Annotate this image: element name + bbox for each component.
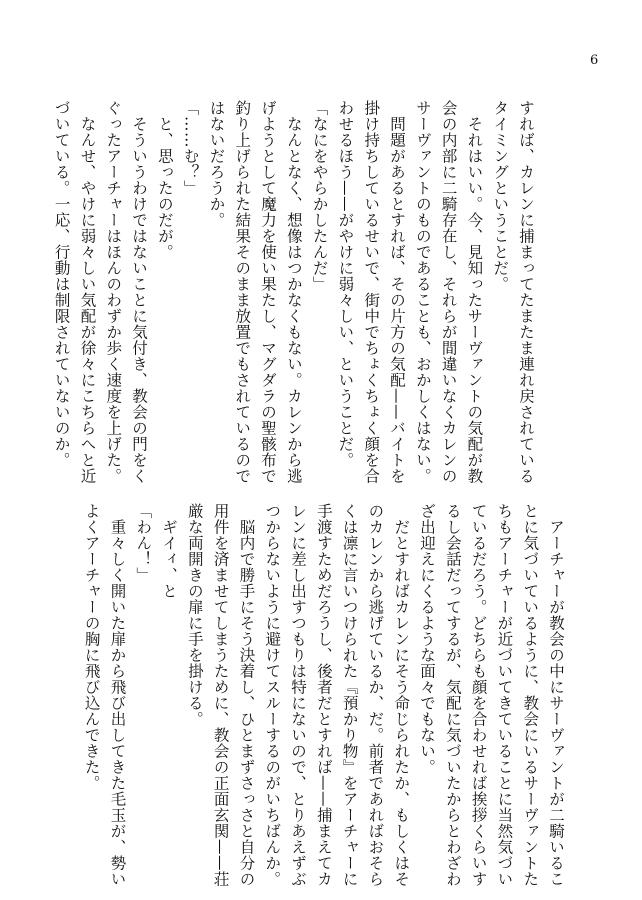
text-line: つからないように避けてスルーするのがいちばんか。	[263, 503, 282, 887]
text-line: ているだろう。どちらも顔を合わせれば挨拶くらいす	[469, 503, 488, 887]
text-line: そういうわけではないことに気付き、教会の門をく	[130, 100, 149, 484]
text-line: サーヴァントのものであることも、おかしくはない。	[413, 100, 432, 484]
text-line: とに気づいているように、教会にいるサーヴァントた	[521, 503, 540, 887]
text-line: ざ出迎えにくるような面々でもない。	[418, 503, 437, 775]
text-line: げようとして魔力を使い果たし、マグダラの聖骸布で	[259, 100, 278, 484]
text-line: と、思ったのだが。	[155, 100, 174, 260]
text-line: くは凛に言いつけられた『預かり物』をアーチャーに	[340, 503, 359, 887]
upper-text-block	[52, 100, 538, 484]
text-line: 脳内で勝手にそう決着し、ひとまずさっさと自分の	[237, 503, 256, 887]
text-line: 釣り上げられた結果そのまま放置でもされているので	[233, 100, 252, 484]
text-line: すれば、カレンに捕まってたまたま連れ戻されている	[517, 100, 535, 484]
text-line: 「なにをやらかしたんだ」	[310, 100, 329, 292]
text-line: わせるほう——がやけに弱々しい、ということだ。	[336, 100, 355, 468]
text-line: 手渡すためだろうし、後者だとすれば——捕まえてカ	[314, 503, 333, 887]
text-line: 厳な両開きの扉に手を掛ける。	[185, 503, 204, 727]
text-line: づいている。一応、行動は制限されていないのか。	[52, 100, 71, 468]
text-line: それはいい。今、見知ったサーヴァントの気配が教	[465, 100, 484, 484]
lower-text-block	[78, 503, 568, 887]
text-line: 重々しく開いた扉から飛び出してきた毛玉が、勢い	[108, 503, 127, 887]
text-line: ぐったアーチャーはほんのわずか歩く速度を上げた。	[104, 100, 123, 484]
text-line: はないだろうか。	[207, 100, 226, 228]
text-line: るし会話だってするが、気配に気づいたからとわざわ	[443, 503, 462, 887]
page-number: 6	[590, 53, 599, 68]
text-line: ギイィ、と	[160, 503, 179, 599]
text-line: だとすればカレンにそう命じられたか、もしくはそ	[392, 503, 411, 887]
text-line: 「……む？」	[181, 100, 200, 196]
text-line: 用件を済ませてしまうために、教会の正面玄関——荘	[211, 503, 230, 887]
text-line: のカレンから逃げているか、だ。前者であればおそら	[366, 503, 385, 887]
text-line: アーチャーが教会の中にサーヴァントが二騎いるこ	[547, 503, 565, 887]
text-line: 「わん！」	[134, 503, 153, 583]
text-line: なんせ、やけに弱々しい気配が徐々にこちらへと近	[78, 100, 97, 484]
text-line: レンに差し出すつもりは特にないので、とりあえずぶ	[289, 503, 308, 887]
text-line: ちもアーチャーが近づいてきていることに当然気づい	[495, 503, 514, 887]
text-line: 掛け持ちしているせいで、街中でちょくちょく顔を合	[362, 100, 381, 484]
text-line: よくアーチャーの胸に飛び込んできた。	[82, 503, 101, 791]
text-line: タイミングということだ。	[491, 100, 510, 292]
text-line: 問題があるとすれば、その片方の気配——バイトを	[388, 100, 407, 484]
text-line: 会の内部に二騎存在し、それらが間違いなくカレンの	[439, 100, 458, 484]
text-line: なんとなく、想像はつかなくもない。カレンから逃	[284, 100, 303, 484]
